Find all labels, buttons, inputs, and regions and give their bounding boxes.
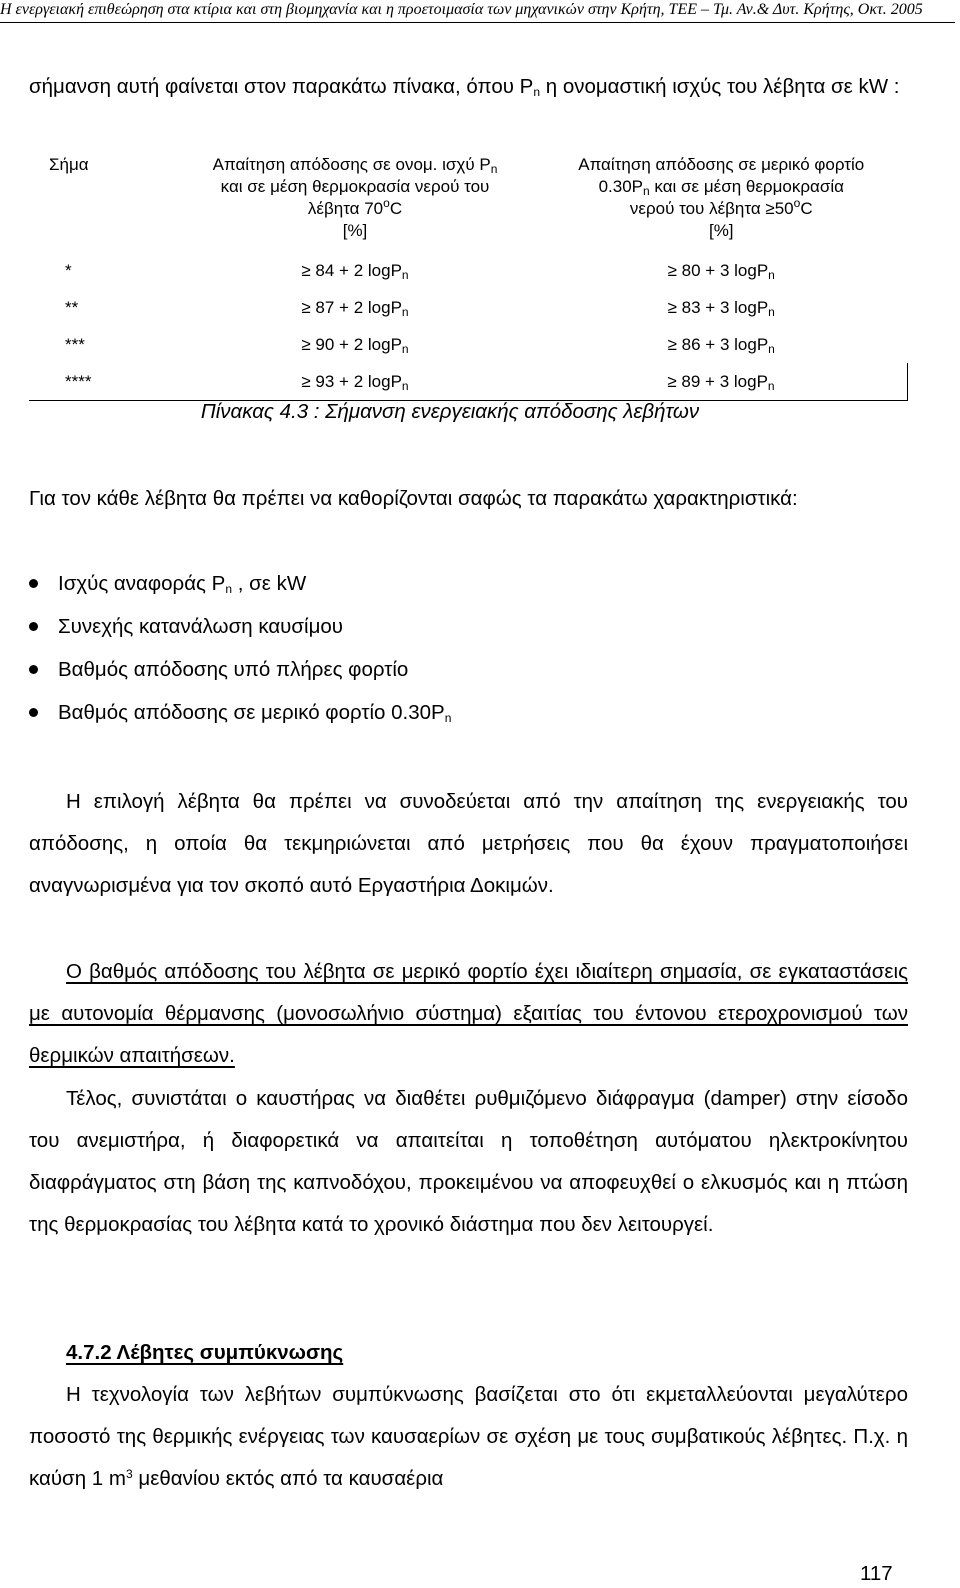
header-partial-unit-c: C	[800, 199, 813, 218]
underlined-text: Ο βαθμός απόδοσης του λέβητα σε μερικό φορτίο έχει ιδιαίτερη σημασία, σε εγκαταστάσεις με αυτονομία θέρμανσης (μονοσωλήνιο σύστημα) εξαιτίας του έντονου ετεροχρονισμού των θερμικών απαιτήσεων.	[29, 960, 908, 1067]
paragraph-text: Η τεχνολογία των λεβήτων συμπύκνωσης βασίζεται στο ότι εκμεταλλεύονται μεγαλύτερο ποσοστό της θερμικής ενέργειας των καυσαερίων σε σχέση με τους συμβατικούς λέβητες. Π.χ. η καύση 1 m	[29, 1383, 908, 1490]
nominal-formula: ≥ 93 + 2 logP	[301, 371, 402, 391]
list-item-text: Βαθμός απόδοσης σε μερικό φορτίο 0.30P	[58, 701, 445, 724]
subscript: n	[768, 341, 775, 356]
subscript: n	[401, 378, 409, 393]
header-nominal-line2: και σε μέση θερμοκρασία νερού του	[220, 177, 490, 196]
header-partial-line2b: και σε μέση θερμοκρασία	[649, 177, 844, 196]
mark-cell: **	[65, 297, 79, 317]
mark-cell: *	[65, 260, 72, 280]
header-mark: Σήμα	[49, 155, 89, 174]
subscript: n	[401, 341, 409, 356]
header-nominal-line3: λέβητα 70	[307, 199, 384, 218]
partial-formula: ≥ 83 + 3 logP	[667, 297, 769, 317]
partial-formula: ≥ 86 + 3 logP	[667, 334, 769, 354]
list-item	[29, 691, 908, 734]
list-item-suffix: , σε kW	[232, 572, 307, 595]
list-item	[29, 605, 908, 648]
subscript: n	[768, 267, 775, 282]
nominal-formula: ≥ 84 + 2 logP	[301, 260, 402, 280]
header-partial	[535, 154, 908, 252]
paragraph-text-end: μεθανίου εκτός από τα καυσαέρια	[132, 1467, 444, 1490]
superscript: o	[383, 196, 390, 210]
list-item	[29, 562, 908, 605]
section-heading: 4.7.2 Λέβητες συμπύκνωσης	[66, 1341, 344, 1364]
nominal-cell	[175, 252, 535, 289]
efficiency-table	[29, 154, 908, 401]
selection-paragraph: Η επιλογή λέβητα θα πρέπει να συνοδεύεται από την απαίτηση της ενεργειακής του απόδοσης, η οποία θα τεκμηριώνεται από μετρήσεις που θα έχουν πραγματοποιήσει αναγνωρισμένα για τον σκοπό αυτό Εργαστήρια Δοκιμών.	[29, 790, 908, 897]
table-header-row	[29, 154, 908, 252]
running-header: Η ενεργειακή επιθεώρηση στα κτίρια και στη βιομηχανία και η προετοιμασία των μηχανικών στην Κρήτη, ΤΕΕ – Τμ. Αν.& Δυτ. Κρήτης, Οκτ. 2005	[0, 0, 955, 23]
partial-load-paragraph	[29, 951, 908, 1077]
table-caption: Πίνακας 4.3 : Σήμανση ενεργειακής απόδοσης λεβήτων	[200, 400, 700, 423]
header-nominal-percent: [%]	[342, 221, 368, 240]
partial-cell	[535, 252, 908, 289]
subscript: n	[490, 162, 498, 176]
table-row	[29, 363, 908, 401]
mark-cell: ***	[65, 334, 85, 354]
superscript: 3	[126, 1467, 133, 1481]
header-nominal-unit-c: C	[389, 199, 403, 218]
partial-formula: ≥ 89 + 3 logP	[667, 371, 768, 391]
header-partial-percent: [%]	[708, 221, 734, 240]
subscript: n	[225, 582, 232, 596]
header-partial-line3: νερού του λέβητα ≥50	[629, 199, 794, 218]
intro-text: σήμανση αυτή φαίνεται στον παρακάτω πίνακα, όπου P	[29, 75, 534, 98]
subscript: n	[767, 378, 775, 393]
partial-formula: ≥ 80 + 3 logP	[667, 260, 769, 280]
list-item	[29, 648, 908, 691]
nominal-cell	[175, 363, 535, 401]
partial-cell	[535, 326, 908, 363]
header-nominal-line1: Απαίτηση απόδοσης σε ονομ. ισχύ P	[212, 155, 491, 174]
subscript: n	[401, 267, 409, 282]
table-row	[29, 289, 908, 326]
subscript: n	[768, 304, 775, 319]
nominal-cell	[175, 326, 535, 363]
nominal-formula: ≥ 87 + 2 logP	[301, 297, 402, 317]
intro-paragraph	[29, 66, 908, 108]
subscript: n	[643, 184, 650, 198]
condensing-paragraph	[29, 1374, 908, 1500]
characteristics-intro: Για τον κάθε λέβητα θα πρέπει να καθορίζονται σαφώς τα παρακάτω χαρακτηριστικά:	[29, 487, 798, 510]
list-item-text: Βαθμός απόδοσης υπό πλήρες φορτίο	[58, 658, 409, 681]
partial-cell	[535, 289, 908, 326]
subscript: n	[533, 85, 541, 99]
header-partial-line2a: 0.30P	[598, 177, 643, 196]
characteristics-list	[29, 562, 908, 734]
list-item-text: Ισχύς αναφοράς P	[58, 572, 226, 595]
nominal-formula: ≥ 90 + 2 logP	[301, 334, 402, 354]
superscript: o	[793, 196, 801, 210]
mark-cell: ****	[29, 363, 175, 401]
partial-cell	[535, 363, 908, 401]
table-row	[29, 252, 908, 289]
intro-text-end: η ονομαστική ισχύς του λέβητα σε kW :	[540, 75, 900, 98]
subscript: n	[401, 304, 409, 319]
table-row	[29, 326, 908, 363]
list-item-text: Συνεχής κατανάλωση καυσίμου	[58, 615, 344, 638]
page-number: 117	[860, 1562, 893, 1585]
nominal-cell	[175, 289, 535, 326]
subscript: n	[444, 711, 452, 725]
header-nominal	[175, 154, 535, 252]
header-partial-line1: Απαίτηση απόδοσης σε μερικό φορτίο	[578, 155, 865, 174]
damper-paragraph: Τέλος, συνιστάται ο καυστήρας να διαθέτει ρυθμιζόμενο διάφραγμα (damper) στην είσοδο του ανεμιστήρα, ή διαφορετικά να απαιτείται η τοποθέτηση αυτόματου ηλεκτροκίνητου διαφράγματος στη βάση της καπνοδόχου, προκειμένου να αποφευχθεί ο ελκυσμός και η πτώση της θερμοκρασίας του λέβητα κατά το χρονικό διάστημα που δεν λειτουργεί.	[29, 1087, 908, 1236]
